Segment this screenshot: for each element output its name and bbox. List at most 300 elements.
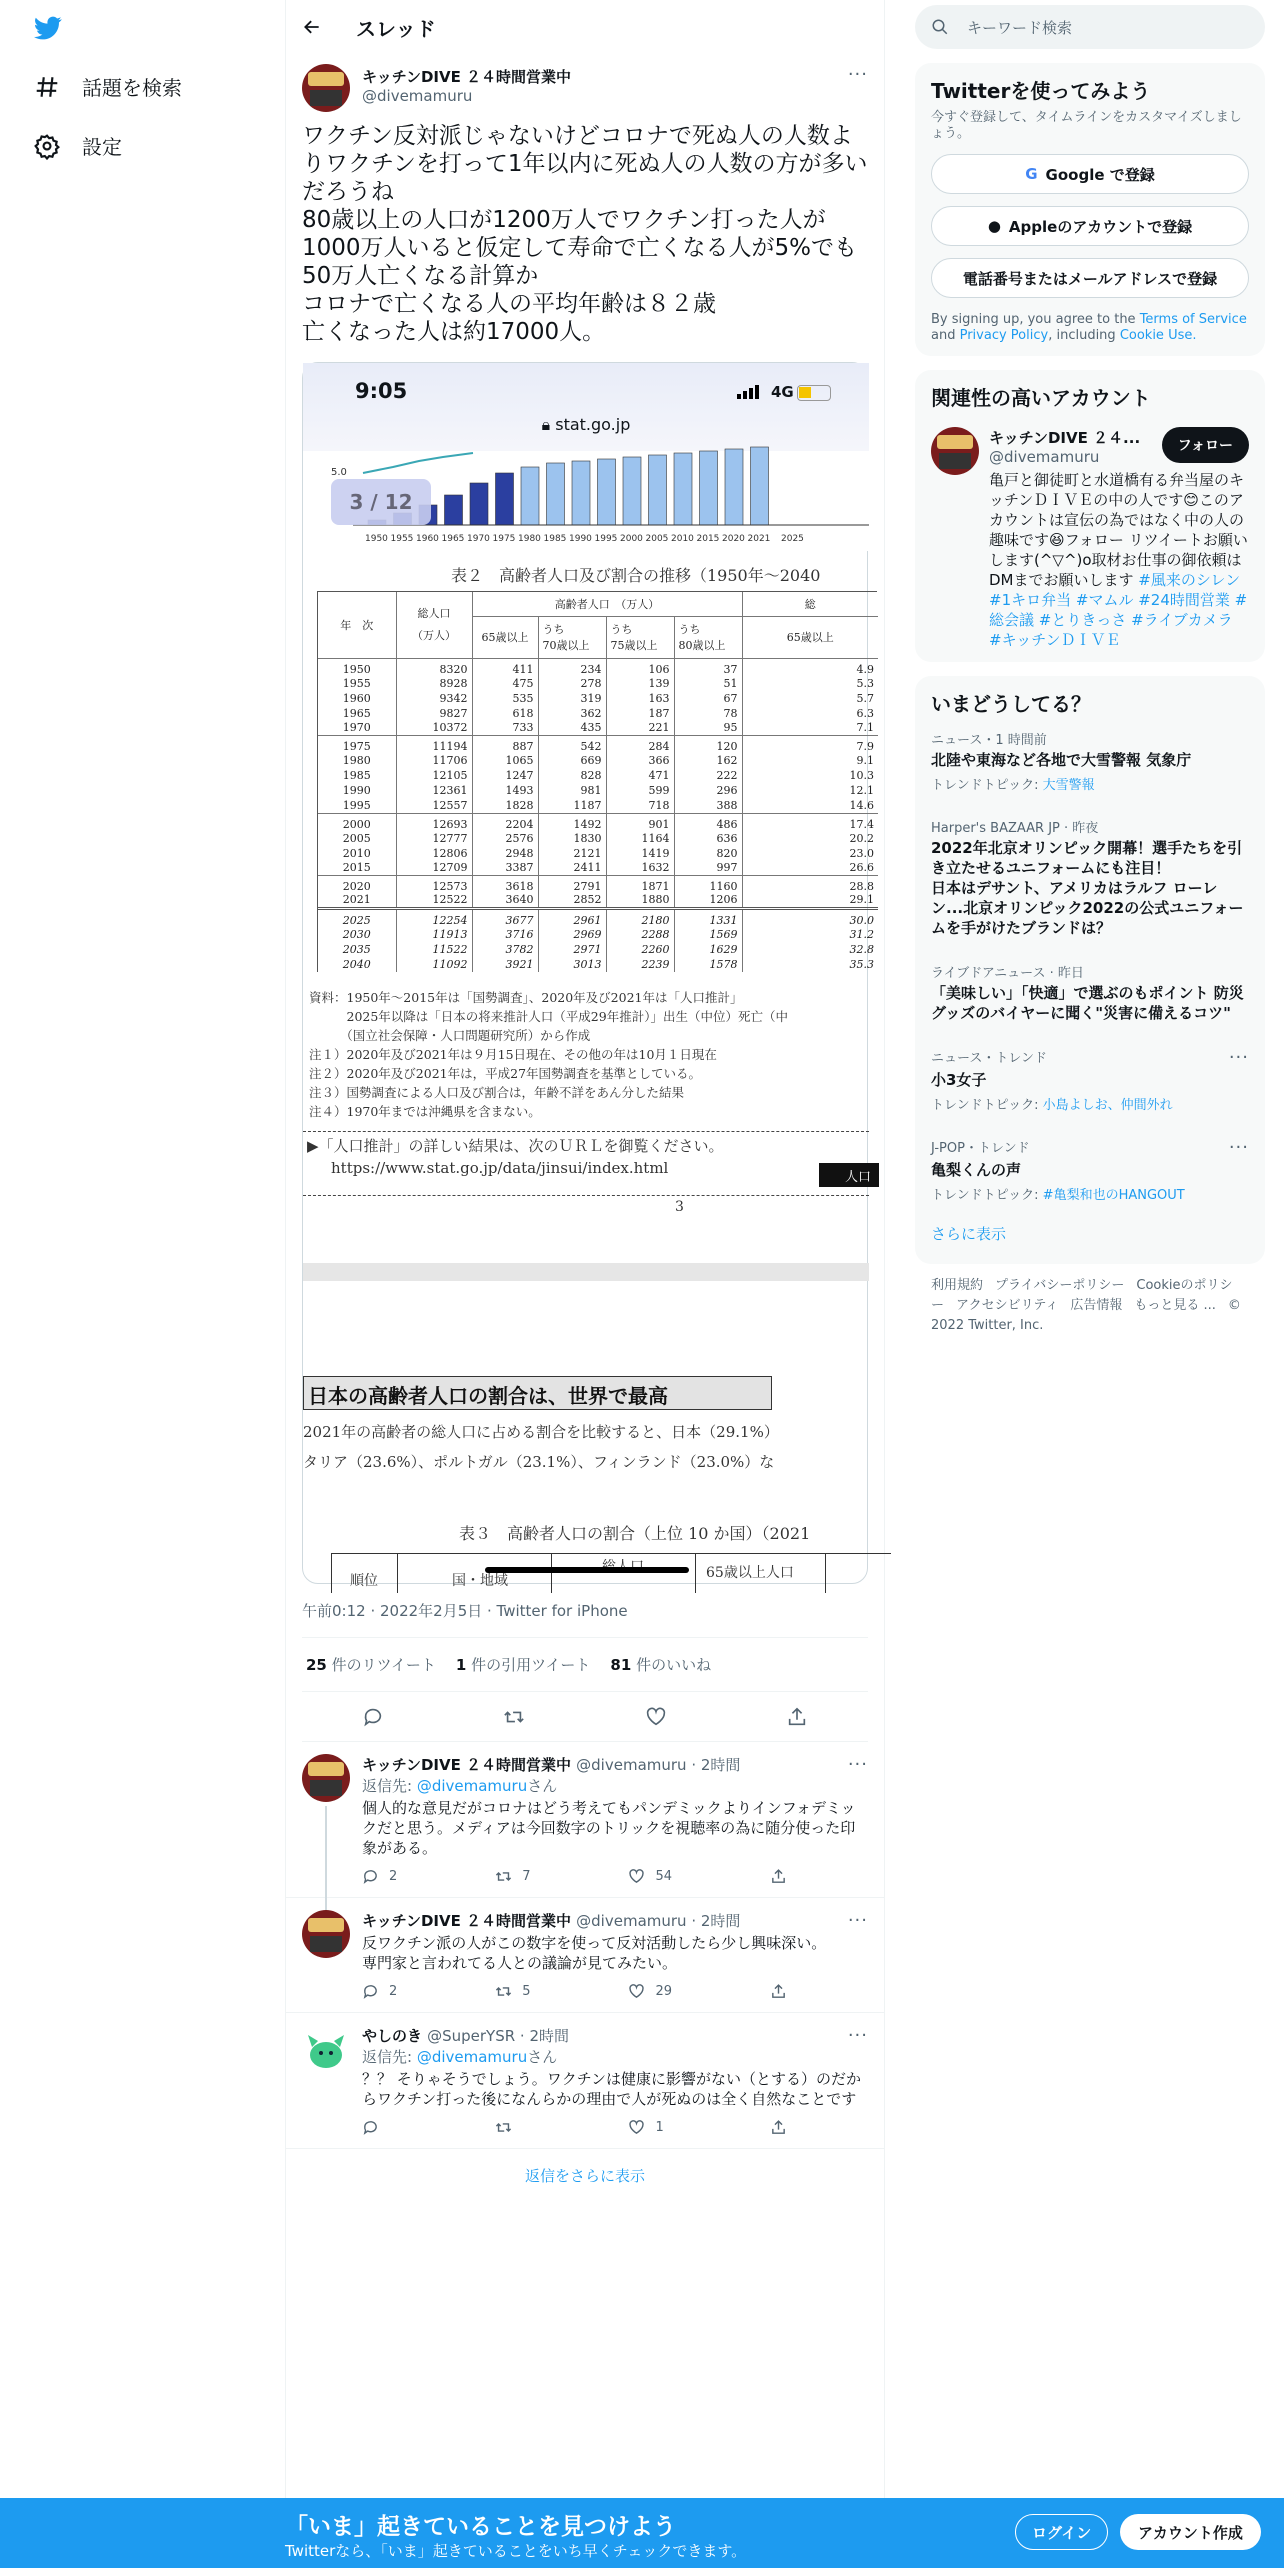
table-row bbox=[318, 927, 878, 942]
sidebar bbox=[915, 0, 1265, 1348]
network-label: 4G bbox=[771, 383, 794, 401]
table-cell: 981 bbox=[538, 783, 606, 798]
search-bar[interactable] bbox=[915, 5, 1265, 49]
related-account[interactable] bbox=[931, 427, 1249, 650]
table-cell: 2948 bbox=[472, 846, 538, 861]
trend-item[interactable] bbox=[931, 1125, 1249, 1215]
trend-topic-link[interactable]: 大雪警報 bbox=[1042, 778, 1095, 793]
chart-bar bbox=[521, 467, 539, 525]
link-note: ▶「人口推計」の詳しい結果は、次のＵＲＬを御覧ください。 bbox=[307, 1137, 724, 1155]
replying-to-link[interactable]: @divemamuru bbox=[416, 1777, 528, 1795]
chart-x-label: 2025 bbox=[781, 534, 804, 544]
avatar[interactable] bbox=[302, 1910, 350, 1958]
table-cell: 388 bbox=[674, 798, 742, 813]
table-cell: 542 bbox=[538, 736, 606, 754]
table2-body bbox=[318, 658, 878, 972]
footer-link[interactable]: 利用規約 bbox=[931, 1278, 984, 1293]
table-cell: 1871 bbox=[606, 876, 674, 894]
reply-author-name[interactable]: キッチンDIVE ２４時間営業中 bbox=[362, 1756, 572, 1774]
table-cell: 28.8 bbox=[742, 876, 878, 894]
show-more-replies[interactable]: 返信をさらに表示 bbox=[524, 2167, 645, 2185]
section-title: 日本の高齢者人口の割合は、世界で最高 bbox=[303, 1376, 772, 1410]
link-note-text: 「人口推計」の詳しい結果は、次のＵＲＬを御覧ください。 bbox=[318, 1137, 724, 1155]
note-line: 注２）2020年及び2021年は，平成27年国勢調査を基準としている。 bbox=[309, 1066, 702, 1081]
chart-x-label: 2010 bbox=[671, 534, 694, 544]
trend-title: 小3女子 bbox=[931, 1071, 987, 1089]
chart-bar bbox=[598, 459, 616, 525]
table-row bbox=[318, 706, 878, 721]
table-cell: 162 bbox=[674, 753, 742, 768]
battery-icon bbox=[797, 385, 831, 401]
table-cell: 3716 bbox=[472, 927, 538, 942]
avatar[interactable] bbox=[302, 64, 350, 112]
table-cell: 2969 bbox=[538, 927, 606, 942]
table-cell: 29.1 bbox=[742, 893, 878, 908]
table-cell: 2260 bbox=[606, 942, 674, 957]
cookie-link[interactable]: Cookie Use. bbox=[1119, 328, 1197, 343]
show-more-trends[interactable]: さらに表示 bbox=[931, 1225, 1007, 1243]
trend-category: ニュース・1 時間前 bbox=[931, 733, 1047, 748]
table-cell: 95 bbox=[674, 721, 742, 736]
table-cell: 12105 bbox=[396, 768, 472, 783]
status-clock: 9:05 bbox=[355, 379, 408, 403]
table-cell: 1578 bbox=[674, 957, 742, 972]
table-row bbox=[318, 783, 878, 798]
more-icon[interactable]: ··· bbox=[847, 1910, 868, 1931]
table2-title: 表２ 高齢者人口及び割合の推移（1950年～2040 bbox=[451, 566, 821, 585]
heart-icon[interactable] bbox=[645, 1706, 667, 1728]
trend-title: 「美味しい」「快適」で選ぶのもポイント 防災グッズのバイヤーに聞く"災害に備えるコツ" bbox=[931, 984, 1244, 1022]
table-row bbox=[318, 813, 878, 831]
reply-tweet[interactable] bbox=[286, 1742, 884, 1898]
table-row bbox=[318, 736, 878, 754]
table3-header bbox=[331, 1553, 891, 1593]
table-cell: 163 bbox=[606, 691, 674, 706]
google-signup-button[interactable]: G Google で登録 bbox=[931, 154, 1249, 194]
table-cell: 618 bbox=[472, 706, 538, 721]
table-cell: 2030 bbox=[342, 927, 371, 941]
reply-author-handle[interactable]: @SuperYSR · 2時間 bbox=[427, 2027, 570, 2045]
avatar[interactable] bbox=[931, 427, 979, 475]
table-cell: 3640 bbox=[472, 893, 538, 908]
trend-item[interactable] bbox=[931, 950, 1249, 1035]
table-cell: 887 bbox=[472, 736, 538, 754]
table-cell: 1331 bbox=[674, 908, 742, 927]
col-total-unit: （万人） bbox=[412, 628, 456, 642]
table-cell: 718 bbox=[606, 798, 674, 813]
table-cell: 67 bbox=[674, 691, 742, 706]
trend-item[interactable] bbox=[931, 805, 1249, 950]
chart-x-label: 1955 bbox=[390, 534, 414, 544]
chart-x-label: 2021 bbox=[747, 534, 771, 544]
tweet-stats bbox=[302, 1637, 868, 1692]
table-cell: 106 bbox=[606, 658, 674, 676]
chart-x-label: 1980 bbox=[518, 534, 541, 544]
table-cell: 9.1 bbox=[742, 753, 878, 768]
author-handle[interactable]: @divemamuru bbox=[362, 87, 473, 105]
t3-col-rank: 順位 bbox=[331, 1554, 397, 1593]
table-cell: 366 bbox=[606, 753, 674, 768]
address-url: stat.go.jp bbox=[555, 415, 631, 434]
table-cell: 12557 bbox=[396, 798, 472, 813]
footer-link[interactable]: プライバシーポリシー bbox=[995, 1278, 1125, 1293]
table-cell: 2015 bbox=[342, 861, 371, 875]
retweet-count[interactable]: 25 件のリツイート bbox=[306, 1656, 436, 1674]
table-cell: 139 bbox=[606, 676, 674, 691]
note-line: （国立社会保障・人口問題研究所）から作成 bbox=[309, 1028, 591, 1043]
footer-link[interactable]: もっと見る ... bbox=[1134, 1298, 1216, 1313]
table-cell: 30.0 bbox=[742, 908, 878, 927]
table-row bbox=[318, 798, 878, 813]
trend-title: 亀梨くんの声 bbox=[931, 1161, 1022, 1179]
retweet-button[interactable]: 5 bbox=[495, 1983, 530, 2000]
table-cell: 2000 bbox=[342, 817, 371, 831]
table-cell: 828 bbox=[538, 768, 606, 783]
google-icon: G bbox=[1025, 165, 1038, 183]
table-cell: 669 bbox=[538, 753, 606, 768]
back-arrow-icon[interactable] bbox=[302, 17, 322, 37]
reply-icon[interactable] bbox=[362, 1706, 384, 1728]
reply-text: 個人的な意見だがコロナはどう考えてもパンデミックよりインフォデミックだと思う。メディアは今回数字のトリックを視聴率の為に随分使った印象がある。 bbox=[362, 1799, 856, 1857]
table-row bbox=[318, 957, 878, 972]
signup-card bbox=[915, 63, 1265, 356]
signup-subtitle: 今すぐ登録して、タイムラインをカスタマイズしましょう。 bbox=[931, 110, 1242, 141]
table-cell: 1164 bbox=[606, 831, 674, 846]
trend-title: 北陸や東海など各地で大雪警報 気象庁 bbox=[931, 751, 1192, 769]
table-cell: 11194 bbox=[396, 736, 472, 754]
table-row bbox=[318, 893, 878, 908]
trend-topic-link[interactable]: 小島よしお、仲間外れ bbox=[1042, 1098, 1173, 1113]
table-cell: 31.2 bbox=[742, 927, 878, 942]
table-row bbox=[318, 753, 878, 768]
reply-text: ？？ そりゃそうでしょう。ワクチンは健康に影響がない（とする）のだからワクチン打った後になんらかの理由で人が死ぬのは全く自然なことです bbox=[362, 2070, 862, 2108]
table-cell: 901 bbox=[606, 813, 674, 831]
table-cell: 1828 bbox=[472, 798, 538, 813]
share-icon[interactable] bbox=[786, 1706, 808, 1728]
table-cell: 1629 bbox=[674, 942, 742, 957]
footer-link[interactable]: Cookieのポリシー bbox=[931, 1278, 1233, 1313]
table-cell: 319 bbox=[538, 691, 606, 706]
more-icon[interactable]: ··· bbox=[847, 2025, 868, 2046]
apple-signup-button[interactable]: ● Appleのアカウントで登録 bbox=[931, 206, 1249, 246]
table-cell: 1970 bbox=[342, 721, 371, 735]
reply-author-name[interactable]: キッチンDIVE ２４時間営業中 bbox=[362, 1912, 572, 1930]
note-line: 注４）1970年までは沖縄県を含まない。 bbox=[309, 1104, 541, 1119]
tweet-media-image[interactable] bbox=[302, 362, 874, 1589]
search-icon bbox=[931, 18, 949, 36]
reply-button[interactable]: 2 bbox=[362, 1983, 397, 2000]
table-row bbox=[318, 942, 878, 957]
table-cell: 6.3 bbox=[742, 706, 878, 721]
table-cell: 12777 bbox=[396, 831, 472, 846]
gear-icon bbox=[34, 133, 60, 159]
table-cell: 1569 bbox=[674, 927, 742, 942]
avatar[interactable] bbox=[302, 1754, 350, 1802]
trend-topic: トレンドトピック: 大雪警報 bbox=[931, 778, 1095, 793]
reply-button[interactable] bbox=[362, 2119, 389, 2136]
share-button[interactable] bbox=[770, 1983, 787, 2000]
table-cell: 284 bbox=[606, 736, 674, 754]
footer-link[interactable]: © 2022 Twitter, Inc. bbox=[931, 1298, 1241, 1333]
table-cell: 7.9 bbox=[742, 736, 878, 754]
replying-to: 返信先: @divemamuruさん bbox=[362, 1777, 558, 1795]
col-ratio-head: 総 bbox=[742, 592, 878, 616]
related-bio-hashtags[interactable]: #風来のシレン #1キロ弁当 #マムル #24時間営業 #総会議 #とりきっさ #ライブカメラ #キッチンＤＩＶＥ bbox=[989, 571, 1248, 649]
table-cell: 14.6 bbox=[742, 798, 878, 813]
table-cell: 1830 bbox=[538, 831, 606, 846]
replying-to-link[interactable]: @divemamuru bbox=[416, 2048, 528, 2066]
table-cell: 2239 bbox=[606, 957, 674, 972]
table-cell: 733 bbox=[472, 721, 538, 736]
trend-topic: トレンドトピック: 小島よしお、仲間外れ bbox=[931, 1098, 1173, 1113]
nav-settings-label: 設定 bbox=[82, 135, 122, 159]
chart-bar bbox=[496, 473, 514, 525]
table-cell: 11706 bbox=[396, 753, 472, 768]
chart-x-label: 2015 bbox=[696, 534, 720, 544]
table-cell: 12522 bbox=[396, 893, 472, 908]
related-name[interactable]: キッチンDIVE ２４... bbox=[989, 429, 1141, 447]
trend-category: ニュース・トレンド bbox=[931, 1051, 1048, 1066]
table-cell: 26.6 bbox=[742, 861, 878, 876]
like-button[interactable]: 1 bbox=[628, 2119, 663, 2136]
table2-notes bbox=[309, 988, 788, 1121]
col-80: うち 80歳以上 bbox=[674, 616, 742, 658]
note-line: 2025年以降は「日本の将来推計人口（平成29年推計）」出生（中位）死亡（中 bbox=[309, 1009, 788, 1024]
chart-x-label: 1990 bbox=[569, 534, 592, 544]
t3-col-country: 国・地域 bbox=[397, 1554, 551, 1593]
chart-x-label: 1985 bbox=[543, 534, 567, 544]
chart-bar bbox=[470, 483, 488, 525]
chart-bar bbox=[725, 449, 743, 525]
tweet-timestamp[interactable]: 午前0:12 · 2022年2月5日 · Twitter for iPhone bbox=[302, 1602, 628, 1620]
table3-title: 表３ 高齢者人口の割合（上位 10 か国）（2021 bbox=[459, 1524, 811, 1543]
table-row bbox=[318, 846, 878, 861]
avatar[interactable] bbox=[302, 2025, 350, 2073]
table-row bbox=[318, 676, 878, 691]
thread-header bbox=[286, 0, 884, 54]
table-cell: 1065 bbox=[472, 753, 538, 768]
reply-author-handle[interactable]: @divemamuru · 2時間 bbox=[576, 1912, 741, 1930]
signup-button[interactable]: アカウント作成 bbox=[1120, 2514, 1261, 2550]
table-cell: 278 bbox=[538, 676, 606, 691]
table-cell: 362 bbox=[538, 706, 606, 721]
table-cell: 11913 bbox=[396, 927, 472, 942]
table-cell: 435 bbox=[538, 721, 606, 736]
table-cell: 17.4 bbox=[742, 813, 878, 831]
login-button[interactable]: ログイン bbox=[1015, 2514, 1108, 2550]
reply-tweet[interactable] bbox=[286, 2013, 884, 2149]
table-cell: 10372 bbox=[396, 721, 472, 736]
table-cell: 535 bbox=[472, 691, 538, 706]
apple-icon: ● bbox=[987, 217, 1001, 235]
table-cell: 37 bbox=[674, 658, 742, 676]
follow-button[interactable]: フォロー bbox=[1162, 427, 1249, 463]
table-cell: 221 bbox=[606, 721, 674, 736]
retweet-button[interactable] bbox=[495, 2119, 522, 2136]
table-row bbox=[318, 861, 878, 876]
table-cell: 296 bbox=[674, 783, 742, 798]
table-cell: 2288 bbox=[606, 927, 674, 942]
search-input[interactable]: キーワード検索 bbox=[967, 18, 1073, 37]
table-cell: 12573 bbox=[396, 876, 472, 894]
col-75: うち 75歳以上 bbox=[606, 616, 674, 658]
more-icon[interactable]: ··· bbox=[847, 1754, 868, 1775]
related-bio: 亀戸と御徒町と水道橋有る弁当屋のキッチンＤＩＶＥの中の人です😊このアカウントは宣伝の為ではなく中の人の趣味です😆フォロー リツイートお願いします(^▽^)o取材お仕事の御依頼はDMまでお願いします #風来のシレン #1キロ弁当 #マムル #24時間営業 #総会議 #とりきっさ #ライブカメラ #キッチンＤＩＶＥ bbox=[989, 471, 1248, 649]
footer-link[interactable]: アクセシビリティ bbox=[956, 1298, 1059, 1313]
twitter-logo-icon[interactable] bbox=[32, 14, 64, 42]
table-cell: 5.3 bbox=[742, 676, 878, 691]
share-button[interactable] bbox=[770, 2119, 787, 2136]
reply-author-name[interactable]: やしのき bbox=[362, 2027, 423, 2045]
table-cell: 2021 bbox=[342, 893, 371, 907]
left-nav bbox=[0, 0, 285, 2498]
trend-item[interactable] bbox=[931, 1035, 1249, 1125]
table-cell: 2180 bbox=[606, 908, 674, 927]
note-line: 注３）国勢調査による人口及び割合は，年齢不詳をあん分した結果 bbox=[309, 1085, 685, 1100]
chart-x-label: 2000 bbox=[620, 534, 643, 544]
like-button[interactable]: 29 bbox=[628, 1983, 672, 2000]
table-cell: 12361 bbox=[396, 783, 472, 798]
related-title: 関連性の高いアカウント bbox=[931, 386, 1151, 410]
t3-col-65: 65歳以上人口 bbox=[695, 1554, 825, 1593]
chart-bar bbox=[751, 447, 769, 525]
thread-column bbox=[285, 0, 885, 2498]
reply-button[interactable]: 2 bbox=[362, 1868, 397, 1885]
phone-status-bar bbox=[303, 363, 869, 451]
col-year: 年 次 bbox=[318, 592, 396, 658]
author-name[interactable]: キッチンDIVE ２４時間営業中 bbox=[362, 68, 572, 86]
reply-tweet[interactable] bbox=[286, 1898, 884, 2013]
t3-col-total bbox=[551, 1554, 695, 1593]
privacy-link[interactable]: Privacy Policy bbox=[959, 328, 1049, 343]
nav-explore-label: 話題を検索 bbox=[82, 76, 182, 100]
table-cell: 1965 bbox=[342, 706, 371, 720]
table-cell: 1419 bbox=[606, 846, 674, 861]
table-cell: 1955 bbox=[342, 676, 371, 690]
table-cell: 1206 bbox=[674, 893, 742, 908]
footer-link[interactable]: 広告情報 bbox=[1070, 1298, 1123, 1313]
chart-bar bbox=[700, 451, 718, 525]
table-cell: 222 bbox=[674, 768, 742, 783]
chart-x-label: 2005 bbox=[645, 534, 669, 544]
terms-link[interactable]: Terms of Service bbox=[1139, 312, 1247, 327]
table-cell: 2035 bbox=[342, 942, 371, 956]
table-cell: 1493 bbox=[472, 783, 538, 798]
table-cell: 1995 bbox=[342, 798, 371, 812]
trends-title: いまどうしてる？ bbox=[931, 692, 1091, 716]
table-cell: 2204 bbox=[472, 813, 538, 831]
more-icon[interactable]: ··· bbox=[847, 64, 868, 85]
trend-item[interactable] bbox=[931, 717, 1249, 805]
chart-bar bbox=[445, 495, 463, 525]
trends-card bbox=[915, 676, 1265, 1264]
table-row bbox=[318, 908, 878, 927]
table-cell: 1492 bbox=[538, 813, 606, 831]
more-icon[interactable]: ··· bbox=[1228, 1137, 1249, 1158]
page-title: スレッド bbox=[356, 16, 436, 41]
table-cell: 120 bbox=[674, 736, 742, 754]
nav-explore[interactable] bbox=[34, 72, 182, 101]
table-cell: 475 bbox=[472, 676, 538, 691]
table-cell: 2121 bbox=[538, 846, 606, 861]
address-bar[interactable] bbox=[303, 415, 869, 435]
table-cell: 51 bbox=[674, 676, 742, 691]
reply-author-handle[interactable]: @divemamuru · 2時間 bbox=[576, 1756, 741, 1774]
table-row bbox=[318, 831, 878, 846]
table-cell: 3618 bbox=[472, 876, 538, 894]
more-icon[interactable]: ··· bbox=[1228, 1047, 1249, 1068]
table-cell: 2411 bbox=[538, 861, 606, 876]
trend-topic-link[interactable]: #亀梨和也のHANGOUT bbox=[1042, 1188, 1185, 1203]
table-cell: 3677 bbox=[472, 908, 538, 927]
share-button[interactable] bbox=[770, 1868, 787, 1885]
phone-signup-button[interactable]: 電話番号またはメールアドレスで登録 bbox=[931, 258, 1249, 298]
quote-count[interactable]: 1 件の引用ツイート bbox=[455, 1656, 591, 1674]
table-cell: 1187 bbox=[538, 798, 606, 813]
like-count[interactable]: 81 件のいいね bbox=[610, 1656, 712, 1674]
chart-x-label: 1950 bbox=[365, 534, 388, 544]
related-handle[interactable]: @divemamuru bbox=[989, 448, 1100, 466]
table-cell: 78 bbox=[674, 706, 742, 721]
home-indicator bbox=[485, 1567, 689, 1573]
nav-settings[interactable] bbox=[34, 131, 122, 160]
table-cell: 2852 bbox=[538, 893, 606, 908]
page-number: 3 bbox=[675, 1199, 684, 1215]
table-cell: 12254 bbox=[396, 908, 472, 927]
chart-x-label: 2020 bbox=[722, 534, 745, 544]
stat-url[interactable]: https://www.stat.go.jp/data/jinsui/index.html bbox=[331, 1159, 669, 1177]
table-cell: 411 bbox=[472, 658, 538, 676]
table-cell: 4.9 bbox=[742, 658, 878, 676]
note-line: 資料：1950年～2015年は「国勢調査」、2020年及び2021年は「人口推計」 bbox=[309, 990, 743, 1005]
chart-bar bbox=[547, 463, 565, 525]
chart-x-label: 1995 bbox=[594, 534, 618, 544]
table-cell: 820 bbox=[674, 846, 742, 861]
retweet-button[interactable]: 7 bbox=[495, 1868, 530, 1885]
table-cell: 35.3 bbox=[742, 957, 878, 972]
table-cell: 1950 bbox=[342, 662, 371, 676]
table-cell: 1880 bbox=[606, 893, 674, 908]
table-cell: 12709 bbox=[396, 861, 472, 876]
bottom-subtitle: Twitterなら、「いま」起きていることをいち早くチェックできます。 bbox=[285, 2542, 747, 2560]
tweet-text: ワクチン反対派じゃないけどコロナで死ぬ人の人数よりワクチンを打って1年以内に死ぬ人の人数の方が多いだろうね 80歳以上の人口が1200万人でワクチン打った人が1000万人いると仮定して寿命で亡くなる人が5%でも50万人亡くなる計算か コロナで亡くなる人の平均年齢は８２歳 亡くなった人は約17000人。 bbox=[302, 123, 868, 345]
table-cell: 2961 bbox=[538, 908, 606, 927]
trend-category: J-POP・トレンド bbox=[931, 1141, 1030, 1156]
table-cell: 11092 bbox=[396, 957, 472, 972]
table-cell: 3921 bbox=[472, 957, 538, 972]
table-cell: 2576 bbox=[472, 831, 538, 846]
chart-bar bbox=[572, 461, 590, 525]
table-cell: 11522 bbox=[396, 942, 472, 957]
table-cell: 3387 bbox=[472, 861, 538, 876]
col-elderly: 高齢者人口 （万人） bbox=[472, 592, 742, 616]
section-para-2: タリア（23.6%）、ポルトガル（23.1%）、フィンランド（23.0%）な bbox=[303, 1453, 775, 1471]
table-cell: 1632 bbox=[606, 861, 674, 876]
table2 bbox=[317, 591, 877, 972]
table-cell: 1160 bbox=[674, 876, 742, 894]
tweet-actions bbox=[302, 1692, 868, 1742]
table-row bbox=[318, 721, 878, 736]
like-button[interactable]: 54 bbox=[628, 1868, 672, 1885]
table-cell: 20.2 bbox=[742, 831, 878, 846]
col-65: 65歳以上 bbox=[472, 616, 538, 658]
table-cell: 9827 bbox=[396, 706, 472, 721]
table-row bbox=[318, 768, 878, 783]
retweet-icon[interactable] bbox=[503, 1706, 525, 1728]
table-cell: 8320 bbox=[396, 658, 472, 676]
table-cell: 12806 bbox=[396, 846, 472, 861]
page-counter: 3 / 12 bbox=[331, 479, 431, 525]
